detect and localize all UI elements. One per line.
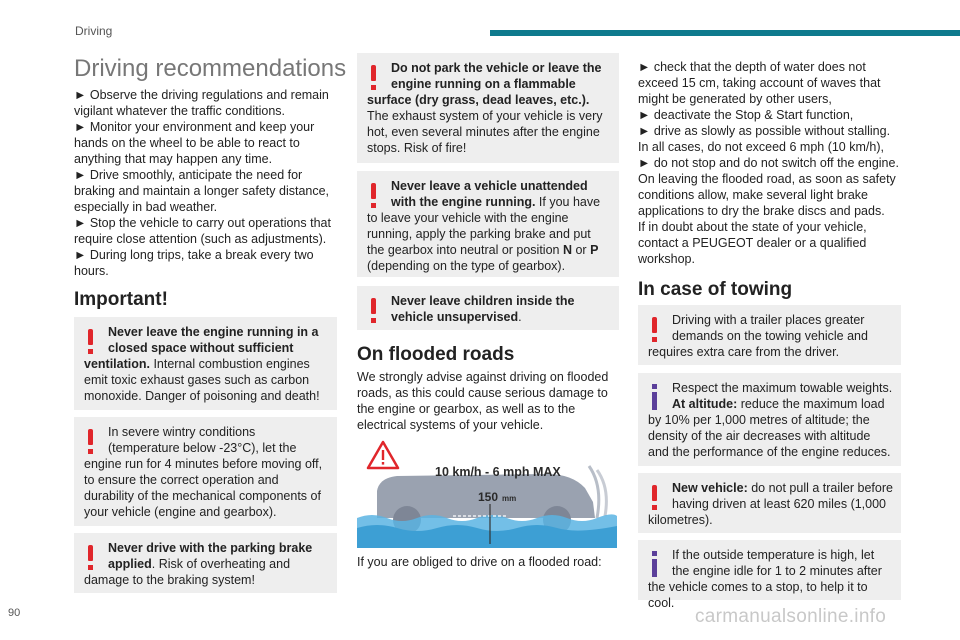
warning-text: The exhaust system of your vehicle is very hot, even several minutes after the engine stops. Risk of fire! <box>367 109 603 155</box>
warning-box <box>74 317 337 410</box>
info-text: If the outside temperature is high, let the engine idle for 1 to 2 minutes after the vehicle comes to a stop, to help it to cool. <box>648 548 882 610</box>
flooded-road-figure <box>357 436 617 548</box>
intro-item: ► Stop the vehicle to carry out operations that require close attention (such as adjustments). <box>74 216 331 246</box>
info-text: Respect the maximum towable weights. <box>672 381 893 395</box>
warning-box <box>357 171 619 277</box>
speed-limit-label: 10 km/h - 6 mph MAX <box>435 465 561 479</box>
depth-unit: mm <box>502 494 517 503</box>
warning-icon <box>84 424 102 454</box>
warning-icon <box>84 540 102 570</box>
intro-item: ► Drive smoothly, anticipate the need for braking and maintain a longer safety distance, especially in bad weather. <box>74 168 330 214</box>
warning-box <box>74 533 337 593</box>
intro-item: ► During long trips, take a break every two hours. <box>74 248 314 278</box>
warning-box <box>74 417 337 526</box>
warning-text: In severe wintry conditions (temperature below -23°C), let the engine run for 4 minutes before moving off, to ensure the correct operation and durability of the mechanical components of your vehicle (engine and gearbox). <box>84 425 323 519</box>
warning-icon <box>367 60 385 90</box>
warning-bold: Never drive with the parking brake applied <box>108 541 313 571</box>
warning-text: . <box>518 310 522 324</box>
warning-text: Internal combustion engines emit toxic exhaust gases such as carbon monoxide. Danger of poisoning and death! <box>84 357 320 403</box>
warning-text: If you have to leave your vehicle with the engine running, apply the parking brake and put the gearbox into neutral or position <box>367 195 601 257</box>
obliged-paragraph: If you are obliged to drive on a flooded road: <box>357 555 602 569</box>
flooded-paragraph: We strongly advise against driving on flooded roads, as this could cause serious damage to the engine or gearbox, as well as to the electrical systems of your vehicle. <box>357 370 609 432</box>
towing-heading: In case of towing <box>638 279 793 300</box>
warning-icon <box>648 312 666 342</box>
warning-text: do not pull a trailer before having driven at least 620 miles (1,000 kilometres). <box>648 481 893 527</box>
intro-item: ► Observe the driving regulations and remain vigilant whatever the traffic conditions. <box>74 88 329 118</box>
gear-park-label: P <box>590 243 599 257</box>
warning-text: (depending on the type of gearbox). <box>367 259 566 273</box>
flood-step: ► drive as slowly as possible without stalling. In all cases, do not exceed 6 mph (10 km/h), <box>638 124 891 154</box>
header-accent-bar <box>490 30 960 36</box>
header-section: Driving <box>75 24 113 38</box>
flood-step: ► check that the depth of water does not exceed 15 cm, taking account of waves that might be generated by other users, <box>638 60 881 106</box>
warning-text: . Risk of overheating and damage to the braking system! <box>84 557 291 587</box>
watermark: carmanualsonline.info <box>695 606 887 627</box>
warning-bold: Never leave a vehicle unattended with the engine running. <box>391 179 588 209</box>
flood-step: ► deactivate the Stop & Start function, <box>638 108 854 122</box>
gear-neutral-label: N <box>562 243 572 257</box>
info-icon <box>648 547 666 577</box>
warning-box <box>638 473 901 533</box>
flood-step: ► do not stop and do not switch off the engine. <box>638 156 899 170</box>
warning-bold: Never leave children inside the vehicle unsupervised <box>391 294 575 324</box>
info-bold: At altitude: <box>672 397 738 411</box>
warning-icon <box>84 324 102 354</box>
warning-bold: Never leave the engine running in a closed space without sufficient ventilation. <box>84 325 319 371</box>
warning-bold: New vehicle: <box>672 481 748 495</box>
flooded-heading: On flooded roads <box>357 344 515 365</box>
warning-box <box>357 53 619 163</box>
info-box <box>638 373 901 466</box>
warning-box <box>638 305 901 365</box>
info-icon <box>648 380 666 410</box>
important-heading: Important! <box>74 289 168 310</box>
flood-steps <box>638 59 900 267</box>
after-flood-text: On leaving the flooded road, as soon as safety conditions allow, make several light brake applications to dry the brake discs and pads. <box>638 172 896 218</box>
intro-item: ► Monitor your environment and keep your hands on the wheel to be able to react to anything that may happen any time. <box>74 120 315 166</box>
warning-text: Driving with a trailer places greater demands on the towing vehicle and requires extra care from the driver. <box>648 313 868 359</box>
warning-icon <box>367 178 385 208</box>
page-number: 90 <box>8 607 21 619</box>
warning-text: or <box>572 243 591 257</box>
intro-paragraph <box>74 87 336 279</box>
page-title: Driving recommendations <box>74 55 347 82</box>
warning-icon <box>648 480 666 510</box>
info-box <box>638 540 901 610</box>
warning-box <box>357 286 619 330</box>
warning-icon <box>367 293 385 323</box>
info-text: reduce the maximum load by 10% per 1,000 metres of altitude; the density of the air decreases with altitude and the performance of the engine reduces. <box>648 397 891 459</box>
warning-bold: Do not park the vehicle or leave the engine running on a flammable surface (dry grass, dead leaves, etc.). <box>367 61 602 107</box>
depth-value: 150 <box>478 490 499 504</box>
doubt-text: If in doubt about the state of your vehicle, contact a PEUGEOT dealer or a qualified workshop. <box>638 220 867 266</box>
